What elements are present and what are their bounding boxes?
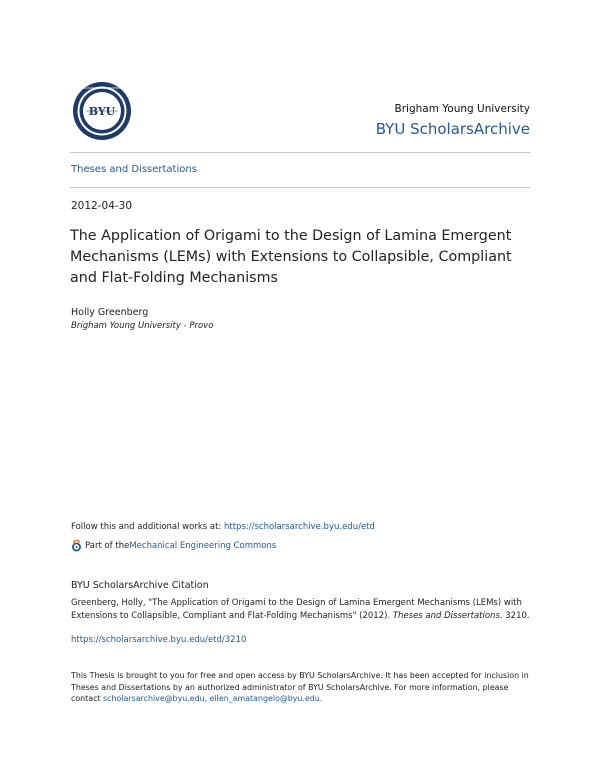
follow-url-link[interactable]: https://scholarsarchive.byu.edu/etd — [224, 522, 375, 532]
svg-text:BRIGHAM YOUNG UNIVERSITY: BRIGHAM YOUNG UNIVERSITY — [79, 86, 125, 90]
citation-url-link[interactable]: https://scholarsarchive.byu.edu/etd/3210 — [71, 635, 247, 645]
contact-email-links[interactable]: scholarsarchive@byu.edu, ellen_amatangelo@byu.edu — [103, 694, 320, 703]
byu-seal-icon — [72, 81, 132, 141]
follow-line — [71, 522, 375, 532]
citation-series: Theses and Dissertations — [392, 610, 500, 621]
document-title: The Application of Origami to the Design of Lamina Emergent Mechanisms (LEMs) with Extensions to Collapsible, Compliant and Flat-Folding Mechanisms — [70, 228, 512, 286]
access-notice — [71, 670, 531, 705]
follow-label: Follow this and additional works at: — [71, 522, 224, 532]
part-of-prefix: Part of the — [85, 541, 130, 551]
notice-end: . — [319, 694, 323, 703]
institution-name: Brigham Young University — [394, 103, 530, 115]
archive-link[interactable]: BYU ScholarsArchive — [375, 120, 530, 138]
publication-date: 2012-04-30 — [71, 200, 133, 212]
part-of-line — [71, 540, 276, 552]
notice-text: This Thesis is brought to you for free and open access by BYU ScholarsArchive. It has been accepted for inclusion in Theses and Dissertations by an authorized administrator of BYU ScholarsArchive. For more information, please contact — [71, 671, 529, 703]
open-access-icon — [71, 540, 82, 552]
divider — [70, 187, 530, 188]
series-link[interactable]: Theses and Dissertations — [71, 164, 197, 175]
svg-text:BYU: BYU — [88, 105, 116, 118]
institution-header — [376, 103, 530, 138]
citation-heading: BYU ScholarsArchive Citation — [71, 580, 209, 591]
citation-text-after: . 3210. — [499, 610, 530, 621]
author-name: Holly Greenberg — [71, 307, 149, 318]
commons-link[interactable]: Mechanical Engineering Commons — [129, 541, 277, 551]
author-affiliation: Brigham Young University - Provo — [71, 321, 214, 331]
citation-text — [71, 597, 531, 622]
divider — [70, 152, 530, 153]
citation-text-before: Greenberg, Holly, "The Application of Origami to the Design of Lamina Emergent Mechanisms (LEMs) with Extensions to Collapsible, Compliant and Flat-Folding Mechanisms" (2012). — [71, 598, 522, 621]
